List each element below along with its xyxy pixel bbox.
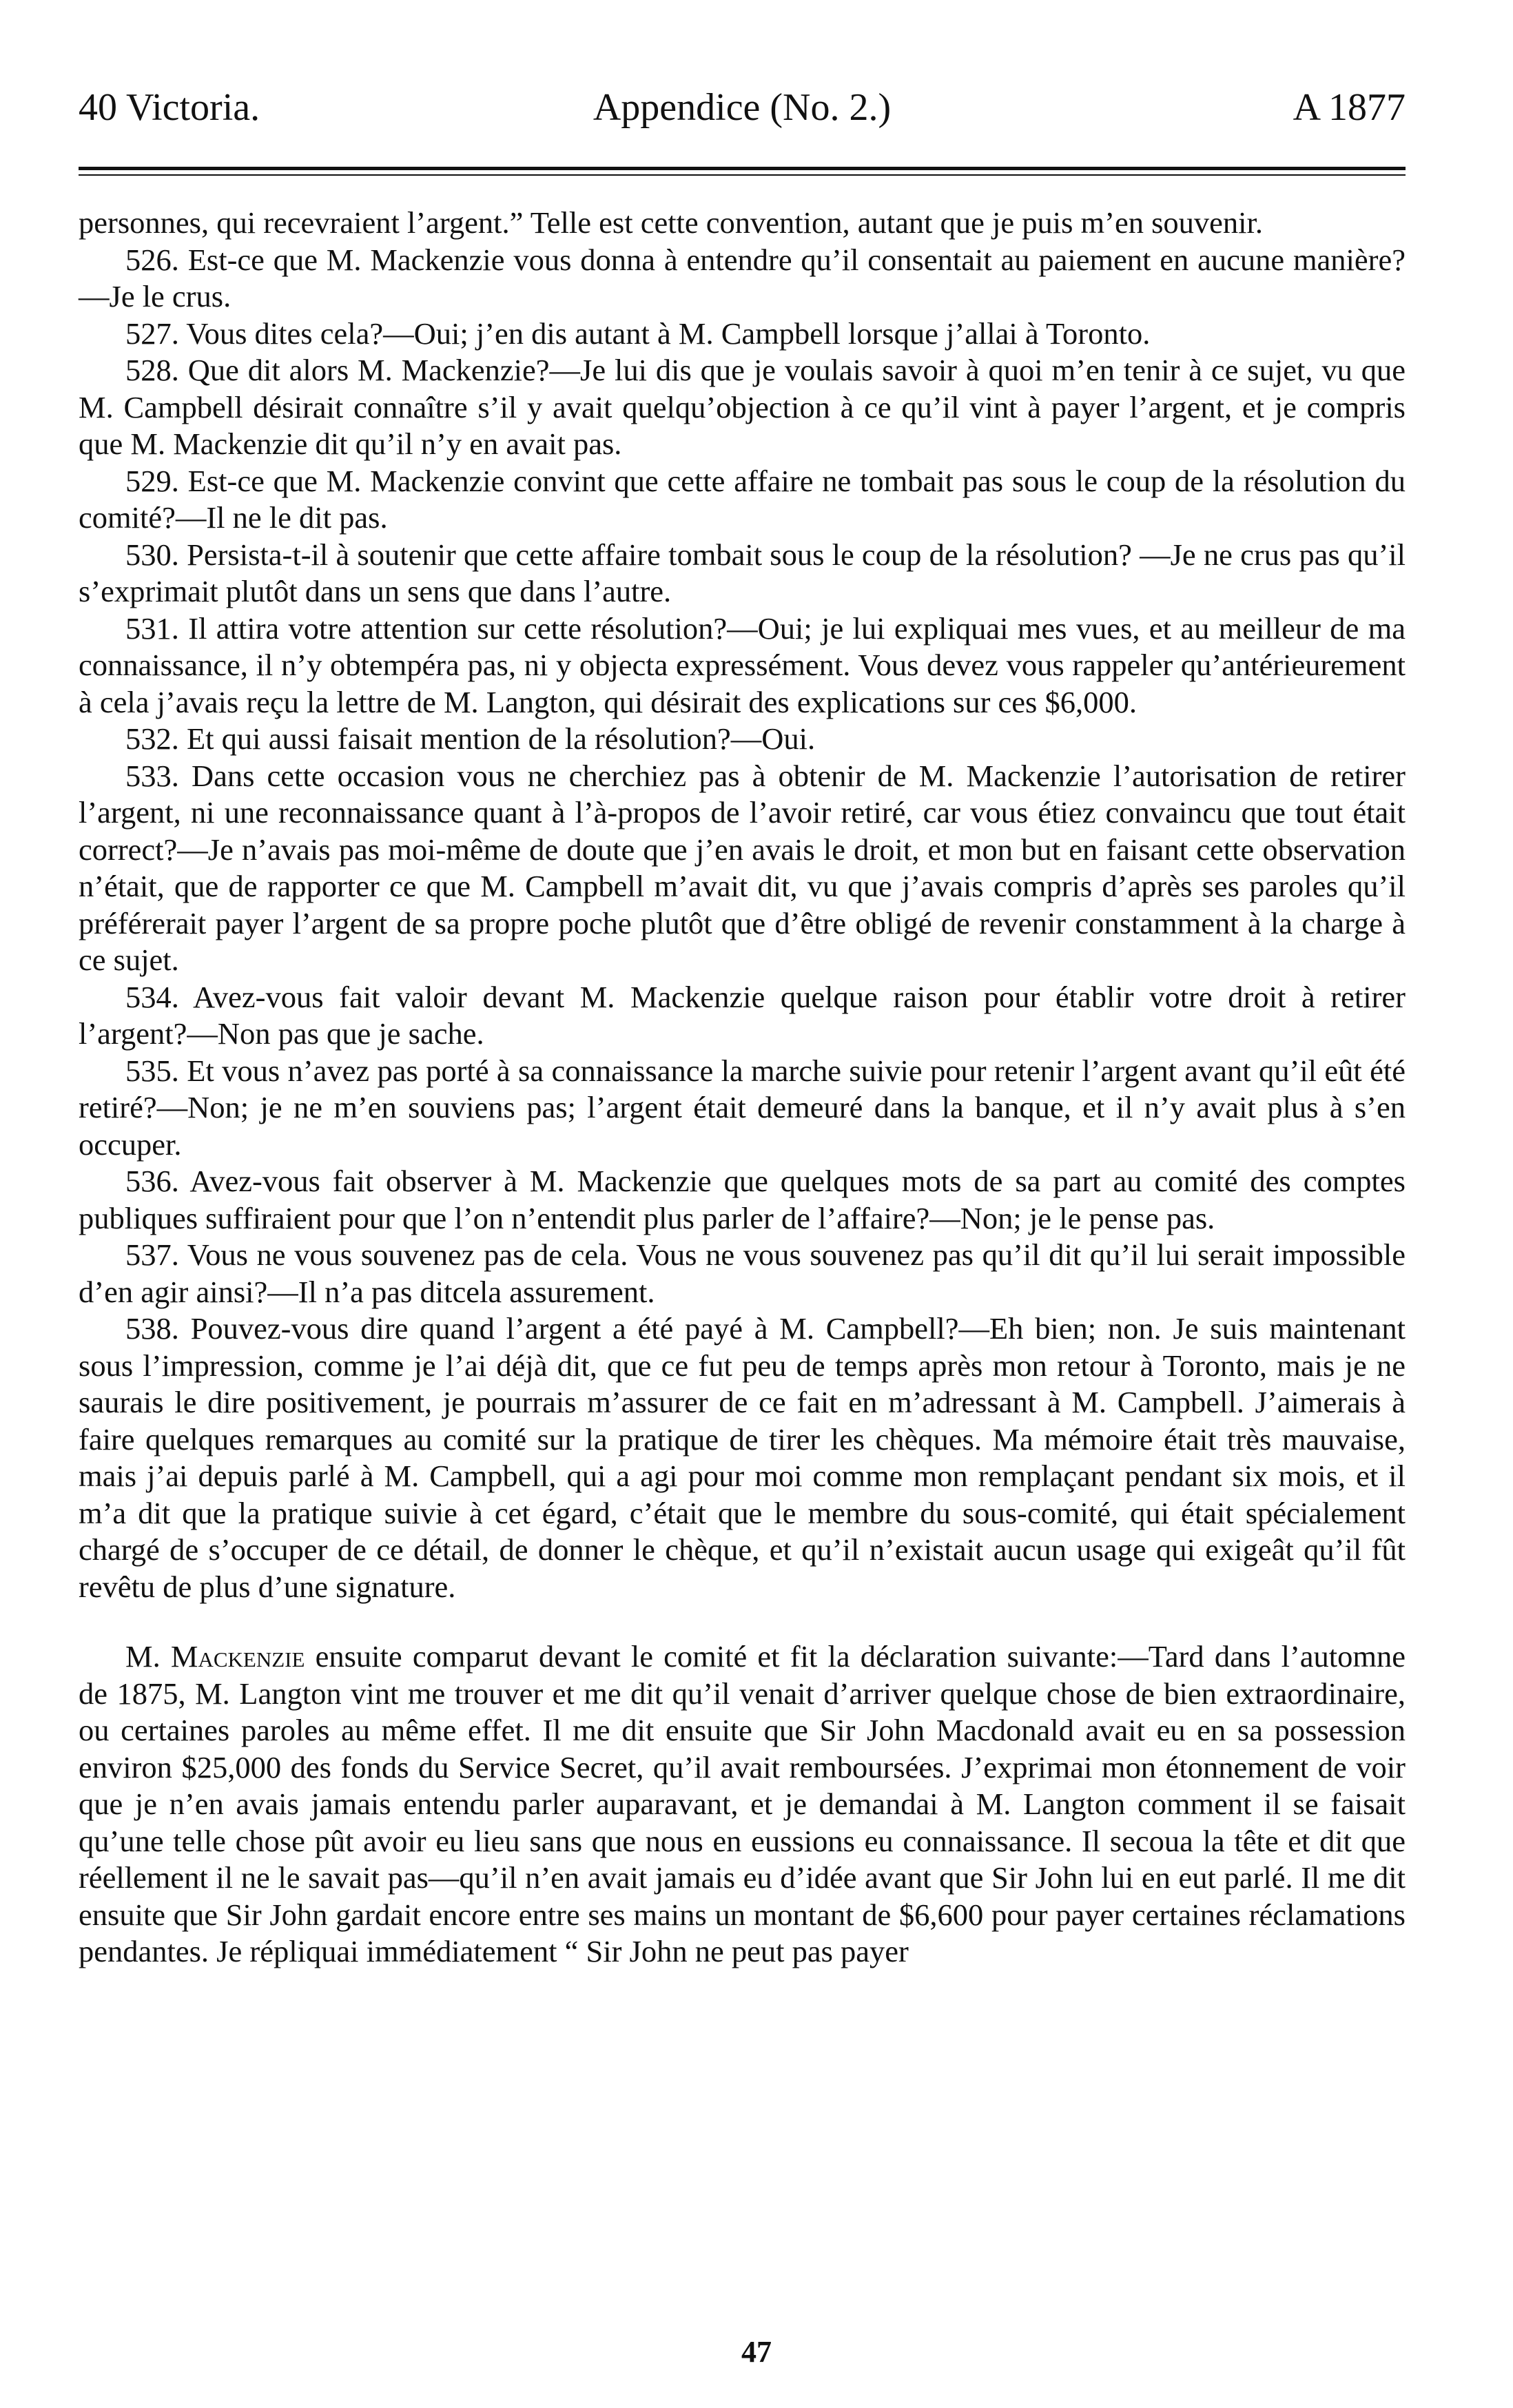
question-533: 533. Dans cette occasion vous ne cherchiez pas à obtenir de M. Mackenzie l’autorisation de retirer l’argent, ni une reconnaissance quant à l’à-propos de l’avoir retiré, car vous étiez convaincu que tout était correct?—Je n’avais pas moi-même de doute que j’en avais le droit, et mon but en faisant cette observation n’était, que de rapporter ce que M. Campbell m’avait dit, vu que j’avais compris d’après ses paroles qu’il préférerait payer l’argent de sa propre poche plutôt que d’être obligé de revenir constamment à la charge à ce sujet. bbox=[79, 758, 1406, 977]
question-535: 535. Et vous n’avez pas porté à sa connaissance la marche suivie pour retenir l’argent avant qu’il eût été retiré?—Non; je ne m’en souviens pas; l’argent était demeuré dans la banque, et il n’y avait plus à s’en occuper. bbox=[79, 1053, 1406, 1162]
running-header bbox=[79, 77, 1406, 138]
section-gap bbox=[79, 1605, 1406, 1638]
question-531: 531. Il attira votre attention sur cette résolution?—Oui; je lui expliquai mes vues, et au meilleur de ma connaissance, il n’y obtempéra pas, ni y objecta expressément. Vous devez vous rappeler qu’antérieurement à cela j’avais reçu la lettre de M. Langton, qui désirait des explications sur ces $6,000. bbox=[79, 610, 1406, 719]
question-537: 537. Vous ne vous souvenez pas de cela. Vous ne vous souvenez pas qu’il dit qu’il lui serait impossible d’en agir ainsi?—Il n’a pas ditcela assurement. bbox=[79, 1237, 1406, 1309]
header-rule-thick bbox=[79, 167, 1406, 170]
question-532: 532. Et qui aussi faisait mention de la résolution?—Oui. bbox=[125, 721, 816, 756]
header-session: 40 Victoria. bbox=[79, 86, 260, 129]
document-body bbox=[79, 205, 1406, 1970]
statement-paragraph bbox=[79, 1638, 1406, 1970]
question-534: 534. Avez-vous fait valoir devant M. Mackenzie quelque raison pour établir votre droit à retirer l’argent?—Non pas que je sache. bbox=[79, 979, 1406, 1051]
question-538: 538. Pouvez-vous dire quand l’argent a été payé à M. Campbell?—Eh bien; non. Je suis maintenant sous l’impression, comme je l’ai déjà dit, que ce fut peu de temps après mon retour à Toronto, mais je ne saurais le dire positivement, je pourrais m’assurer de ce fait en m’adressant à M. Campbell. J’aimerais à faire quelques remarques au comité sur la pratique de tirer les chèques. Ma mémoire était très mauvaise, mais j’ai depuis parlé à M. Campbell, qui a agi pour moi comme mon remplaçant pendant six mois, et il m’a dit que la pratique suivie à cet égard, c’était que le membre du sous-comité, qui était spécialement chargé de s’occuper de ce détail, de donner le chèque, et qu’il n’existait aucun usage qui exigeât qu’il fût revêtu de plus d’une signature. bbox=[79, 1311, 1406, 1604]
question-529: 529. Est-ce que M. Mackenzie convint que cette affaire ne tombait pas sous le coup de la résolution du comité?—Il ne le dit pas. bbox=[79, 463, 1406, 535]
header-appendix: Appendice (No. 2.) bbox=[593, 86, 892, 129]
question-536: 536. Avez-vous fait observer à M. Mackenzie que quelques mots de sa part au comité des comptes publiques suffiraient pour que l’on n’entendit plus parler de l’affaire?—Non; je le pense pas. bbox=[79, 1164, 1406, 1235]
question-526: 526. Est-ce que M. Mackenzie vous donna à entendre qu’il consentait au paiement en aucune manière?—Je le crus. bbox=[79, 242, 1406, 313]
continuation-paragraph: personnes, qui recevraient l’argent.” Telle est cette convention, autant que je puis m’en souvenir. bbox=[79, 205, 1264, 240]
question-528: 528. Que dit alors M. Mackenzie?—Je lui dis que je voulais savoir à quoi m’en tenir à ce sujet, vu que M. Campbell désirait connaître s’il y avait quelqu’objection à ce qu’il vint à payer l’argent, et je compris que M. Mackenzie dit qu’il n’y en avait pas. bbox=[79, 353, 1406, 461]
page-number: 47 bbox=[741, 2335, 772, 2369]
question-527: 527. Vous dites cela?—Oui; j’en dis autant à M. Campbell lorsque j’allai à Toronto. bbox=[125, 316, 1151, 351]
document-page bbox=[79, 77, 1406, 1970]
statement-text: ensuite comparut devant le comité et fit la déclaration suivante:—Tard dans l’automne de 1875, M. Langton vint me trouver et me dit qu’il venait d’arriver quelque chose de bien extraordinaire, ou certaines paroles au même effet. Il me dit ensuite que Sir John Macdonald avait eu en sa possession environ $25,000 des fonds du Service Secret, qu’il avait remboursées. J’exprimai mon étonnement de voir que je n’en avais jamais entendu parler auparavant, et je demandai à M. Langton comment il se faisait qu’une telle chose pût avoir eu lieu sans que nous en eussions eu connaissance. Il secoua la tête et dit que réellement il ne le savait pas—qu’il n’en avait jamais eu d’idée avant que Sir John lui en eut parlé. Il me dit ensuite que Sir John gardait encore entre ses mains un montant de $6,600 pour payer certaines réclamations pendantes. Je répliquai immédiatement “ Sir John ne peut pas payer bbox=[79, 1639, 1406, 1968]
header-year: A 1877 bbox=[1293, 86, 1406, 129]
header-rule-thin bbox=[79, 174, 1406, 176]
question-530: 530. Persista-t-il à soutenir que cette affaire tombait sous le coup de la résolution? —Je ne crus pas qu’il s’exprimait plutôt dans un sens que dans l’autre. bbox=[79, 537, 1406, 608]
speaker-name: M. Mackenzie bbox=[125, 1639, 305, 1674]
